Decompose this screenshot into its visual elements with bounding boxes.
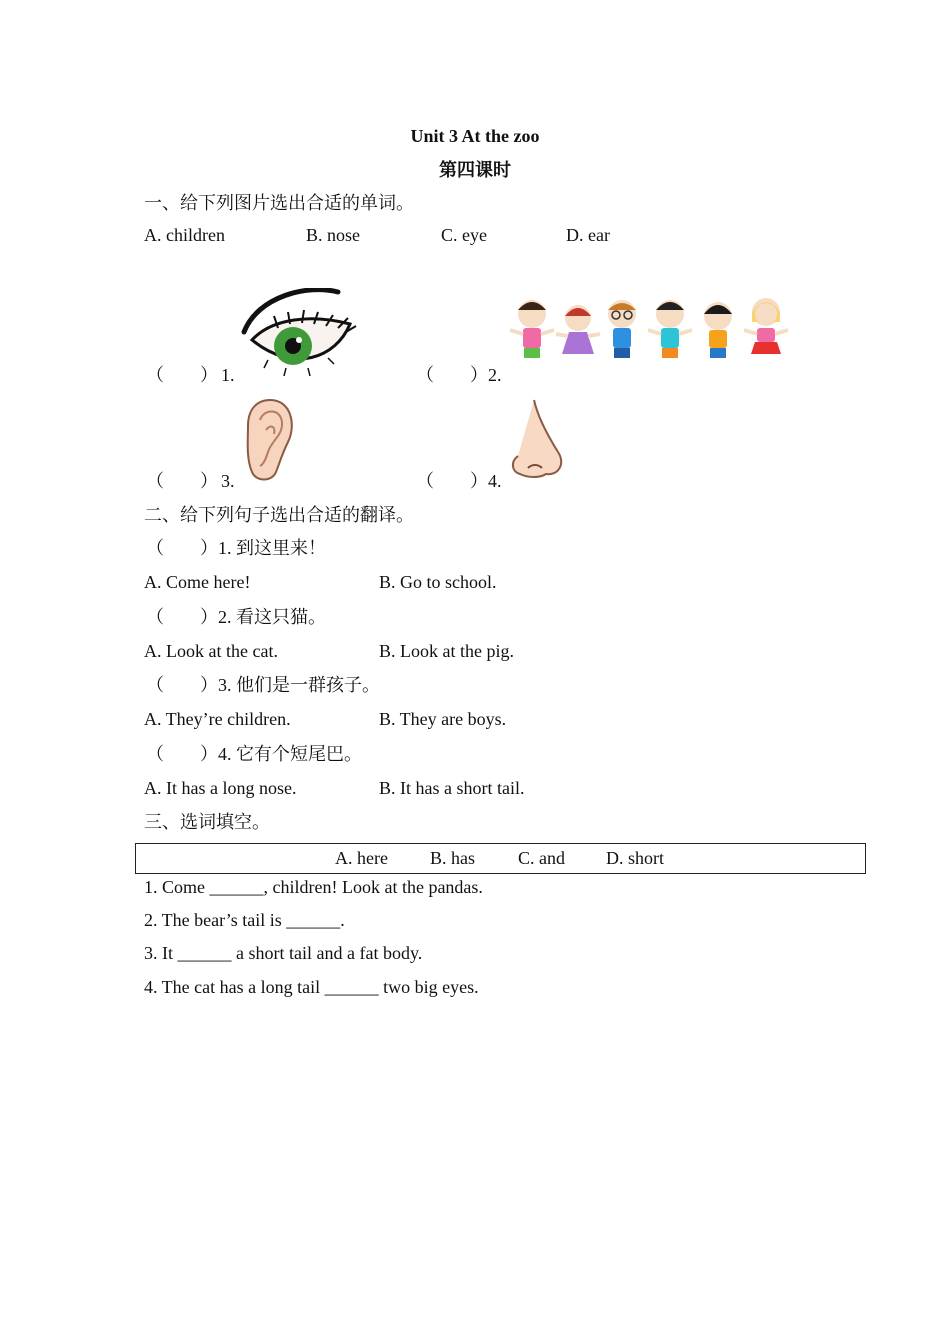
fill-sentence: 4. The cat has a long tail ______ two big eyes.	[144, 977, 479, 997]
children-illustration	[508, 294, 792, 370]
page-subtitle: 第四课时	[439, 160, 511, 180]
kid-figure	[704, 302, 732, 358]
item-number: 4.	[488, 471, 502, 491]
page-title: Unit 3 At the zoo	[410, 126, 540, 146]
word-bank-item: D. short	[606, 848, 664, 868]
question: （ ）2. 看这只猫。	[146, 607, 326, 627]
question: （ ）4. 它有个短尾巴。	[146, 744, 362, 764]
choice-b: B. It has a short tail.	[379, 778, 525, 798]
section1-option: A. children	[144, 225, 225, 245]
answer-blank: （ ）	[416, 471, 488, 491]
choice-a: A. Look at the cat.	[144, 641, 278, 661]
choice-a: A. They’re children.	[144, 709, 291, 729]
word-bank-item: A. here	[335, 848, 388, 868]
section1-option: C. eye	[441, 225, 487, 245]
kid-figure	[648, 300, 692, 358]
fill-sentence: 2. The bear’s tail is ______.	[144, 910, 345, 930]
choice-b: B. Go to school.	[379, 572, 497, 592]
choice-b: B. Look at the pig.	[379, 641, 514, 661]
kid-figure	[510, 300, 554, 358]
word-bank-item: B. has	[430, 848, 475, 868]
section1-option: D. ear	[566, 225, 610, 245]
ear-illustration	[242, 396, 298, 484]
eye-illustration	[238, 288, 360, 380]
kid-figure	[744, 298, 788, 354]
kid-figure	[608, 300, 636, 358]
word-bank-box	[135, 843, 866, 874]
choice-a: A. Come here!	[144, 572, 251, 592]
section3-heading: 三、选词填空。	[144, 812, 270, 832]
section1-option: B. nose	[306, 225, 360, 245]
item-number: 1.	[221, 365, 235, 385]
section1-heading: 一、给下列图片选出合适的单词。	[144, 193, 414, 213]
item-number: 3.	[221, 471, 235, 491]
section2-heading: 二、给下列句子选出合适的翻译。	[144, 505, 414, 525]
word-bank-item: C. and	[518, 848, 565, 868]
answer-blank: （ ）	[146, 471, 218, 491]
answer-blank: （ ）	[416, 365, 488, 385]
answer-blank: （ ）	[146, 365, 218, 385]
choice-b: B. They are boys.	[379, 709, 507, 729]
choice-a: A. It has a long nose.	[144, 778, 297, 798]
fill-sentence: 3. It ______ a short tail and a fat body.	[144, 943, 423, 963]
nose-illustration	[508, 398, 566, 482]
kid-figure	[556, 305, 600, 354]
fill-sentence: 1. Come ______, children! Look at the pandas.	[144, 877, 483, 897]
item-number: 2.	[488, 365, 502, 385]
question: （ ）1. 到这里来！	[146, 538, 326, 558]
question: （ ）3. 他们是一群孩子。	[146, 675, 380, 695]
